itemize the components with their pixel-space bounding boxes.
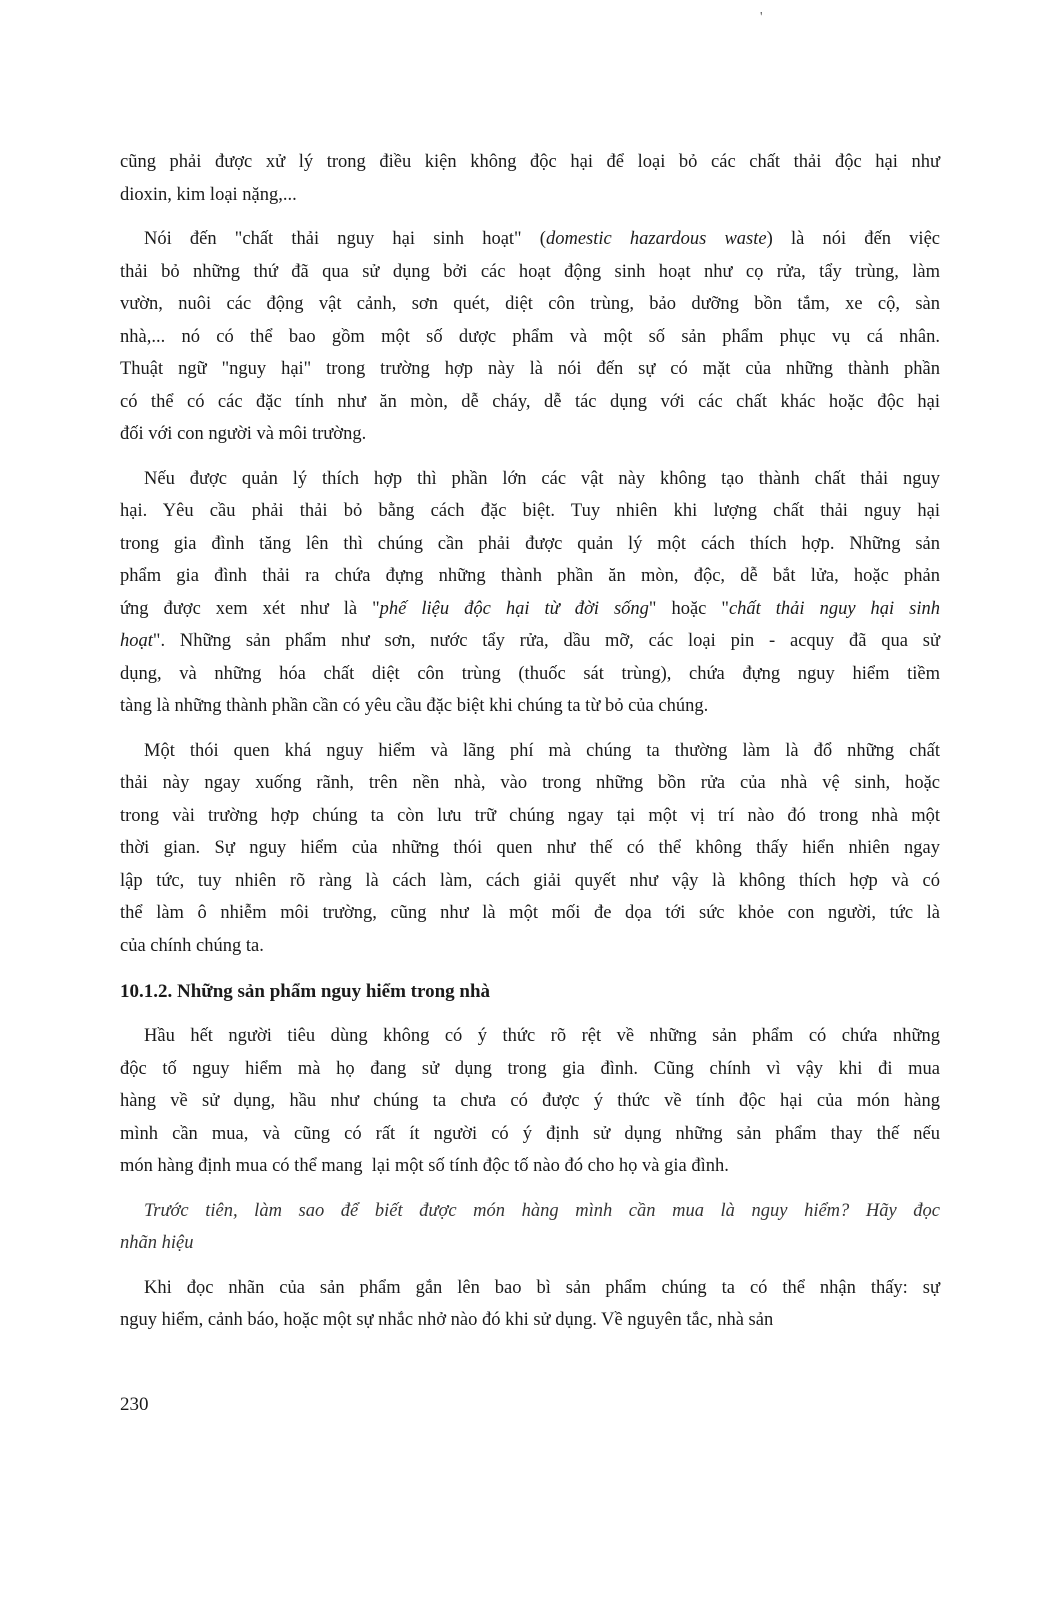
text-line <box>120 865 940 898</box>
text-segment: nhà,... nó có thể bao gồm một số dược phẩm và một số sản phẩm phục vụ cá nhân. <box>120 326 940 347</box>
text-segment: thải này ngay xuống rãnh, trên nền nhà, vào trong những bồn rửa của nhà vệ sinh, hoặc <box>120 773 940 793</box>
text-segment: nguy hiểm, cảnh báo, hoặc một sự nhắc nhở nào đó khi sử dụng. Về nguyên tắc, nhà sản <box>120 1310 774 1330</box>
text-line <box>120 146 940 179</box>
text-line <box>120 1118 940 1151</box>
text-line <box>120 625 940 658</box>
text-line <box>120 1150 940 1183</box>
text-line <box>120 495 940 528</box>
text-segment: phẩm gia đình thải ra chứa đựng những thành phần ăn mòn, độc, dễ bắt lửa, hoặc phản <box>120 566 940 586</box>
text-segment: Hầu hết người tiêu dùng không có ý thức rõ rệt về những sản phẩm có chứa những <box>144 1026 940 1046</box>
text-line <box>120 1195 940 1228</box>
text-segment: đối với con người và môi trường. <box>120 424 367 444</box>
text-segment: lập tức, tuy nhiên rõ ràng là cách làm, cách giải quyết như vậy là không thích hợp và có <box>120 870 940 891</box>
text-segment: có thể có các đặc tính như ăn mòn, dễ cháy, dễ tác dụng với các chất khác hoặc độc hại <box>120 391 940 412</box>
text-line <box>120 930 940 963</box>
text-segment: hàng về sử dụng, hầu như chúng ta chưa có được ý thức về tính độc hại của món hàng <box>120 1091 940 1111</box>
text-segment: của chính chúng ta. <box>120 935 264 956</box>
text-line <box>120 560 940 593</box>
text-segment: Một thói quen khá nguy hiểm và lãng phí mà chúng ta thường làm là đổ những chất <box>144 740 940 761</box>
text-segment: hại. Yêu cầu phải thải bỏ bằng cách đặc biệt. Tuy nhiên khi lượng chất thải nguy hại <box>120 501 940 521</box>
text-segment: độc tố nguy hiểm mà họ đang sử dụng trong gia đình. Cũng chính vì vậy khi đi mua <box>120 1058 940 1079</box>
paragraph <box>120 735 940 963</box>
text-line <box>120 179 940 212</box>
paragraph <box>120 1020 940 1183</box>
text-line <box>120 658 940 691</box>
text-line <box>120 386 940 419</box>
text-segment: thể làm ô nhiễm môi trường, cũng như là một mối đe dọa tới sức khỏe con người, tức là <box>120 903 940 923</box>
text-line <box>120 1085 940 1118</box>
section-heading: 10.1.2. Những sản phẩm nguy hiểm trong nhà <box>120 981 491 1002</box>
paragraph <box>120 1272 940 1337</box>
italic-text: Trước tiên, làm sao để biết được món hàng mình cần mua là nguy hiểm? Hãy đọc <box>144 1200 940 1221</box>
text-segment: Khi đọc nhãn của sản phẩm gắn lên bao bì sản phẩm chúng ta có thể nhận thấy: sự <box>144 1277 940 1298</box>
text-segment: ". Những sản phẩm như sơn, nước tẩy rửa, dầu mỡ, các loại pin - acquy đã qua sử <box>152 631 940 651</box>
text-line <box>120 832 940 865</box>
text-line <box>120 735 940 768</box>
paragraph <box>120 223 940 451</box>
text-segment: dụng, và những hóa chất diệt côn trùng (thuốc sát trùng), chứa đựng nguy hiểm tiềm <box>120 663 940 684</box>
text-line <box>120 1053 940 1086</box>
text-line <box>120 256 940 289</box>
text-segment: Nếu được quản lý thích hợp thì phần lớn các vật này không tạo thành chất thải nguy <box>144 468 940 489</box>
text-line <box>120 690 940 723</box>
text-segment: món hàng định mua có thể mang lại một số tính độc tố nào đó cho họ và gia đình. <box>120 1156 729 1176</box>
text-segment: mình cần mua, và cũng có rất ít người có ý định sử dụng những sản phẩm thay thế nếu <box>120 1123 940 1144</box>
text-segment: thải bỏ những thứ đã qua sử dụng bởi các hoạt động sinh hoạt như cọ rửa, tẩy trùng, làm <box>120 261 940 282</box>
italic-text: hoạt <box>120 631 153 651</box>
text-segment: Thuật ngữ "nguy hại" trong trường hợp này là nói đến sự có mặt của những thành phần <box>120 359 940 379</box>
text-line <box>120 288 940 321</box>
page-body <box>120 146 940 1337</box>
text-line <box>120 767 940 800</box>
paragraph <box>120 463 940 723</box>
text-segment: ứng được xem xét như là " <box>120 598 380 619</box>
italic-text: phế liệu độc hại từ đời sống <box>379 598 649 619</box>
italic-text: domestic hazardous waste <box>545 229 767 249</box>
text-line <box>120 897 940 930</box>
scan-mark: ' <box>760 10 763 25</box>
text-line <box>120 463 940 496</box>
text-line <box>120 1020 940 1053</box>
text-segment: Nói đến "chất thải nguy hại sinh hoạt" ( <box>144 229 546 249</box>
text-segment: dioxin, kim loại nặng,... <box>120 184 297 205</box>
text-segment: tàng là những thành phần cần có yêu cầu đặc biệt khi chúng ta từ bỏ của chúng. <box>120 696 709 716</box>
text-segment: thời gian. Sự nguy hiểm của những thói quen như thế có thể không thấy hiển nhiên ngay <box>120 838 940 858</box>
text-line <box>120 353 940 386</box>
page-number: 230 <box>120 1394 149 1415</box>
italic-text: nhãn hiệu <box>120 1233 194 1253</box>
text-line <box>120 321 940 354</box>
text-line <box>120 528 940 561</box>
text-segment: " hoặc " <box>648 598 729 619</box>
italic-text: chất thải nguy hại sinh <box>728 598 940 619</box>
text-line <box>120 418 940 451</box>
text-segment: cũng phải được xử lý trong điều kiện không độc hại để loại bỏ các chất thải độc hại như <box>120 152 940 172</box>
paragraph <box>120 146 940 211</box>
text-segment: trong vài trường hợp chúng ta còn lưu trữ chúng ngay tại một vị trí nào đó trong nhà một <box>120 805 940 826</box>
text-segment: trong gia đình tăng lên thì chúng cần phải được quản lý một cách thích hợp. Những sản <box>120 533 940 554</box>
text-line <box>120 1227 940 1260</box>
text-line <box>120 223 940 256</box>
text-line <box>120 800 940 833</box>
text-line <box>120 593 940 626</box>
text-line <box>120 1272 940 1305</box>
paragraph <box>120 1195 940 1260</box>
text-segment: ) là nói đến việc <box>766 229 940 249</box>
text-segment: vườn, nuôi các động vật cảnh, sơn quét, diệt côn trùng, bảo dưỡng bồn tắm, xe cộ, sàn <box>120 294 940 314</box>
text-line <box>120 1304 940 1337</box>
